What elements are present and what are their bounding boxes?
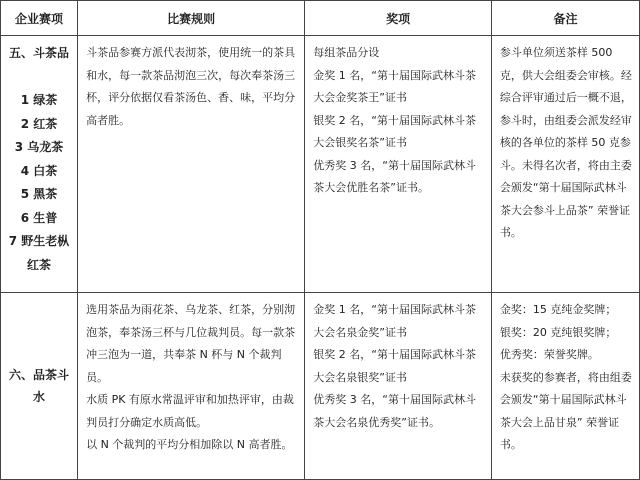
header-row (1, 1, 640, 36)
header-notes: 备注 (491, 1, 639, 36)
awards-cell: 金奖 1 名，“第十届国际武林斗茶大会名泉金奖”证书 银奖 2 名，“第十届国际武林斗茶大会名泉银奖”证书 优秀奖 3 名，“第十届国际武林斗茶大会名泉优秀奖”证书。 (305, 293, 492, 480)
rules-cell: 斗茶品参赛方派代表沏茶，使用统一的茶具和水，每一款茶品沏泡三次，每次奉茶汤三杯，评分依据仅看茶汤色、香、味，平均分高者胜。 (78, 36, 305, 293)
table-row (1, 293, 640, 480)
header-category: 企业赛项 (1, 1, 78, 36)
notes-cell: 参斗单位须送茶样 500 克，供大会组委会审核。经综合评审通过后一概不退，参斗时，由组委会派发经审核的各单位的茶样 50 克参斗。未得名次者，将由主委会颁发“第十届国际武林斗茶大会参斗上品茶” 荣誉证书。 (491, 36, 639, 293)
header-awards: 奖项 (305, 1, 492, 36)
table-row (1, 36, 640, 293)
header-rules: 比赛规则 (78, 1, 305, 36)
awards-cell: 每组茶品分设 金奖 1 名，“第十届国际武林斗茶大会金奖茶王”证书 银奖 2 名，“第十届国际武林斗茶大会银奖名茶”证书 优秀奖 3 名，“第十届国际武林斗茶大会优胜名茶”证书。 (305, 36, 492, 293)
notes-cell: 金奖：15 克纯金奖牌； 银奖：20 克纯银奖牌； 优秀奖：荣誉奖牌。 未获奖的参赛者，将由组委会颁发“第十届国际武林斗茶大会上品甘泉” 荣誉证书。 (491, 293, 639, 480)
rules-cell: 选用茶品为雨花茶、乌龙茶、红茶，分别沏泡茶，奉茶汤三杯与几位裁判员。每一款茶冲三泡为一道，共奉茶 N 杯与 N 个裁判员。 水质 PK 有原水常温评审和加热评审，由裁判员打分确定水质高低。 以 N 个裁判的平均分相加除以 N 高者胜。 (78, 293, 305, 480)
category-cell: 五、斗茶品 1 绿茶 2 红茶 3 乌龙茶 4 白茶 5 黑茶 6 生普 7 野生老枞 红茶 (1, 36, 78, 293)
category-cell: 六、品茶斗 水 (1, 293, 78, 480)
